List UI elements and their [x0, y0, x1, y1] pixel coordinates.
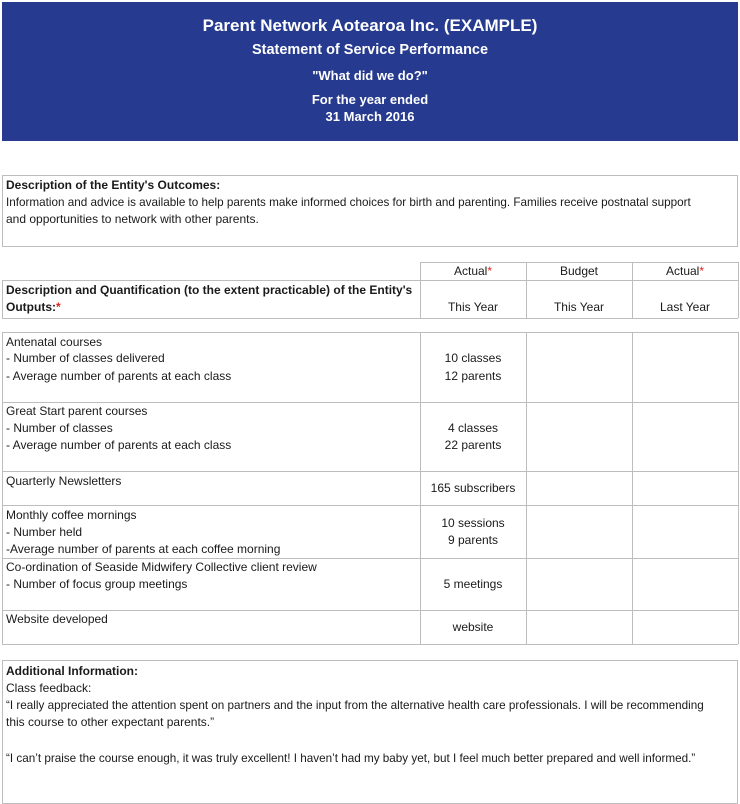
row-coffee-mornings-value-2: 9 parents	[447, 533, 499, 547]
statement-title: Statement of Service Performance	[251, 42, 489, 58]
row-coffee-mornings-sub-1: - Number held	[6, 525, 83, 539]
row-great-start-value-2: 22 parents	[444, 438, 502, 452]
additional-info-box	[2, 660, 738, 804]
additional-info-title: Additional Information:	[6, 664, 138, 678]
feedback-quote-1-line-2: this course to other expectant parents.”	[6, 715, 215, 729]
row-midwifery-sub-1: - Number of focus group meetings	[6, 577, 188, 591]
row-newsletters-value-1: 165 subscribers	[430, 481, 516, 495]
year-ended-date: 31 March 2016	[325, 109, 415, 124]
class-feedback-label: Class feedback:	[6, 681, 92, 695]
col-budget-subheader: This Year	[553, 300, 605, 314]
row-website-title: Website developed	[6, 612, 108, 626]
row-website-value-1: website	[452, 620, 494, 634]
report-header	[2, 2, 738, 141]
outcomes-title: Description of the Entity's Outcomes:	[6, 178, 221, 192]
row-antenatal-value-2: 12 parents	[444, 369, 502, 383]
row-antenatal-title: Antenatal courses	[6, 335, 103, 349]
row-great-start-sub-2: - Average number of parents at each class	[6, 438, 232, 452]
row-great-start-title: Great Start parent courses	[6, 404, 148, 418]
feedback-quote-2: “I can’t praise the course enough, it was truly excellent! I haven’t had my baby yet, but I feel much better prepared and well informed.”	[6, 752, 696, 765]
row-midwifery-title: Co-ordination of Seaside Midwifery Collective client review	[6, 560, 317, 574]
row-coffee-mornings-title: Monthly coffee mornings	[6, 508, 137, 522]
row-newsletters-title: Quarterly Newsletters	[6, 474, 122, 488]
year-ended-label: For the year ended	[311, 92, 429, 107]
row-great-start-value-1: 4 classes	[447, 421, 499, 435]
col-actual-this-year-header: Actual*	[453, 264, 493, 278]
row-antenatal-value-1: 10 classes	[444, 351, 502, 365]
col-budget-header: Budget	[559, 264, 599, 278]
outputs-description-title-line-1: Description and Quantification (to the extent practicable) of the Entity's	[6, 283, 413, 297]
feedback-quote-1-line-1: “I really appreciated the attention spent on partners and the input from the alternative health care professionals. I will be recommending	[6, 699, 704, 712]
col-actual-last-year-header: Actual*	[665, 264, 705, 278]
row-antenatal-sub-1: - Number of classes delivered	[6, 351, 165, 365]
outcomes-text-line-2: and opportunities to network with other parents.	[6, 212, 259, 226]
row-antenatal-sub-2: - Average number of parents at each class	[6, 369, 232, 383]
col-actual-last-year-subheader: Last Year	[659, 300, 711, 314]
row-coffee-mornings-value-1: 10 sessions	[441, 516, 505, 530]
row-midwifery-value-1: 5 meetings	[443, 577, 503, 591]
col-actual-this-year-subheader: This Year	[447, 300, 499, 314]
outputs-description-title-line-2: Outputs:*	[6, 300, 61, 314]
row-coffee-mornings-sub-2: -Average number of parents at each coffee morning	[6, 542, 281, 556]
outcomes-text-line-1: Information and advice is available to help parents make informed choices for birth and parenting. Families receive postnatal support	[6, 196, 691, 209]
row-great-start-sub-1: - Number of classes	[6, 421, 113, 435]
organisation-name: Parent Network Aotearoa Inc. (EXAMPLE)	[202, 16, 538, 35]
statement-question: "What did we do?"	[312, 68, 428, 83]
